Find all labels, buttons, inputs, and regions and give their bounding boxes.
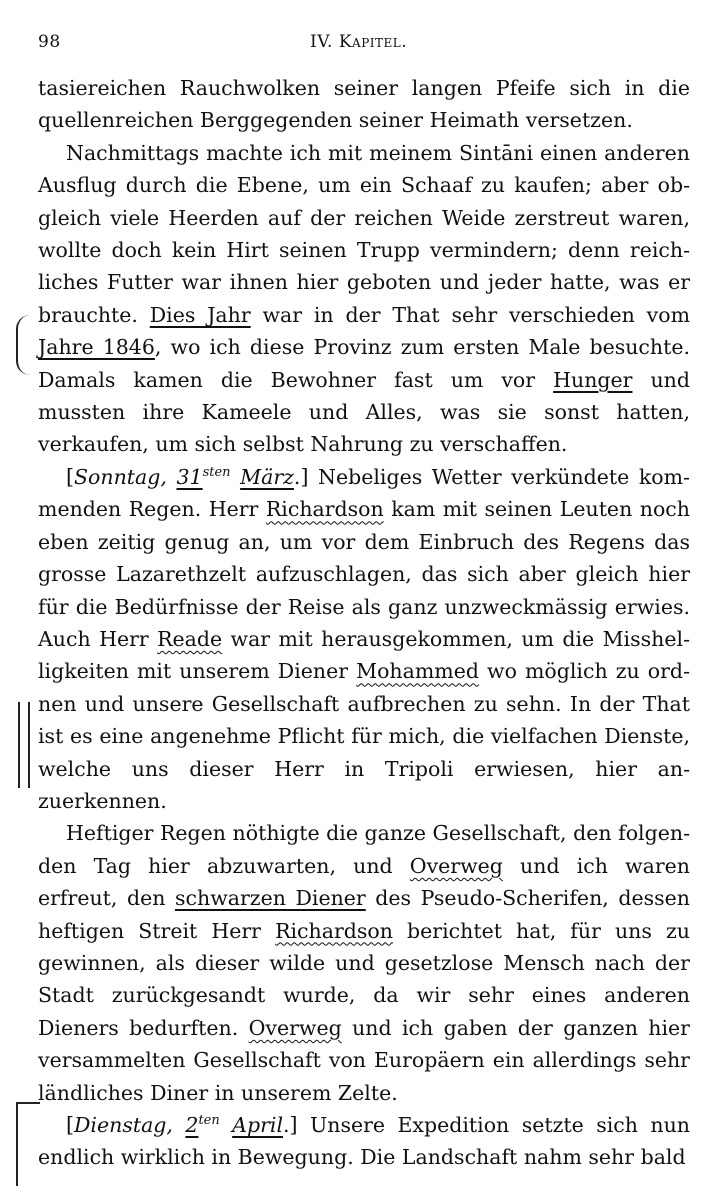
text-run: war mit herausgekommen, um die Misshelligkeiten mit unserem Diener [38,626,690,684]
date-ordinal-suffix: ten [198,1113,220,1128]
wavy-underlined-name: Overweg [409,853,503,878]
date-month: April [232,1113,284,1137]
text-run: und ich gaben der ganzen hier versammelten Gesellschaft von Europäern ein allerdings sehr ländliches Diner in unserem Zelte. [38,1015,690,1105]
running-header [38,32,691,56]
paragraph-3 [38,461,690,817]
paragraph-1: tasiereichen Rauchwolken seiner langen Pfeife sich in die quellenreichen Berggegenden seiner Heimath versetzen. [38,76,690,133]
underlined-phrase: schwarzen Diener [175,886,366,911]
text-run: Nachmittags machte ich mit meinem Sintāni einen anderen Ausflug durch die Ebene, um ein Schaaf zu kaufen; aber obgleich viele Heerden auf der reichen Weide zerstreut waren, wollte doch kein Hirt seinen Trupp vermindern; denn reichliches Futter war ihnen hier geboten und jeder hatte, was er brauchte. [38,140,690,327]
paragraph-5 [38,1109,690,1174]
date-weekday: Dienstag, [74,1113,186,1137]
text-run: Unsere Expedition setzte sich nun endlich wirklich in Bewegung. Die Landschaft nahm sehr bald [38,1113,690,1170]
date-day-number: 2 [185,1113,199,1137]
text-run: Heftiger Regen nöthigte die ganze Gesellschaft, den folgenden Tag hier abzuwarten, und [38,821,690,878]
paragraph-4 [38,817,690,1109]
wavy-underlined-name: Mohammed [356,659,479,684]
wavy-underlined-name: Richardson [265,497,384,522]
underlined-phrase: Hunger [553,367,633,392]
page-number: 98 [38,32,61,52]
date-weekday: Sonntag, [74,464,177,489]
text-run: wo möglich zu ordnen und unsere Gesellschaft aufbrechen zu sehn. In der That ist es eine angenehme Pflicht für mich, die vielfachen Dienste, welche uns dieser Herr in Tripoli erwiesen, hier anzuerkennen. [38,659,690,813]
date-close-bracket: .] [283,1113,298,1137]
body-text [38,72,690,1174]
paragraph-2 [38,137,690,461]
text-run: , wo ich diese Provinz zum ersten Male besuchte. Damals kamen die Bewohner fast um vor [38,335,690,392]
chapter-title: IV. Kapitel. [310,32,408,52]
underlined-phrase: Dies Jahr [149,302,251,327]
wavy-underlined-name: Reade [157,626,223,651]
text-run: des Pseudo-Scherifen, dessen heftigen Streit Herr [38,886,690,943]
wavy-underlined-name: Richardson [275,918,393,943]
wavy-underlined-name: Overweg [248,1015,342,1040]
margin-corner-bracket-mark [16,1102,40,1186]
date-open-bracket: [ [66,1113,74,1137]
text-run: kam mit seinen Leuten noch eben zeitig genug an, um vor dem Einbruch des Regens das grosse Lazarethzelt aufzuschlagen, das sich aber gleich hier für die Bedürfnisse der Reise als ganz unzweckmässig erwies. Auch Herr [38,497,690,651]
date-open-bracket: [ [66,464,74,489]
date-day-number: 31 [176,464,203,489]
text-run: war in der That sehr verschieden vom [250,302,691,327]
date-close-bracket: .] [293,464,309,489]
underlined-phrase: Jahre 1846 [38,335,155,360]
text-run: berichtet hat, für uns zu gewinnen, als dieser wilde und gesetzlose Mensch nach der Stadt zurückgesandt wurde, da wir sehr eines anderen Dieners bedurften. [38,918,690,1040]
text-run: und mussten ihre Kameele und Alles, was sie sonst hatten, verkaufen, um sich selbst Nahrung zu verschaffen. [38,367,690,457]
margin-bracket-mark [16,315,32,375]
text-run: und ich waren erfreut, den [38,853,690,911]
date-ordinal-suffix: sten [202,464,231,480]
text-run: Nebeliges Wetter verkündete kommenden Regen. Herr [38,464,690,522]
date-month: März [240,464,294,489]
margin-double-line-mark [18,702,30,788]
